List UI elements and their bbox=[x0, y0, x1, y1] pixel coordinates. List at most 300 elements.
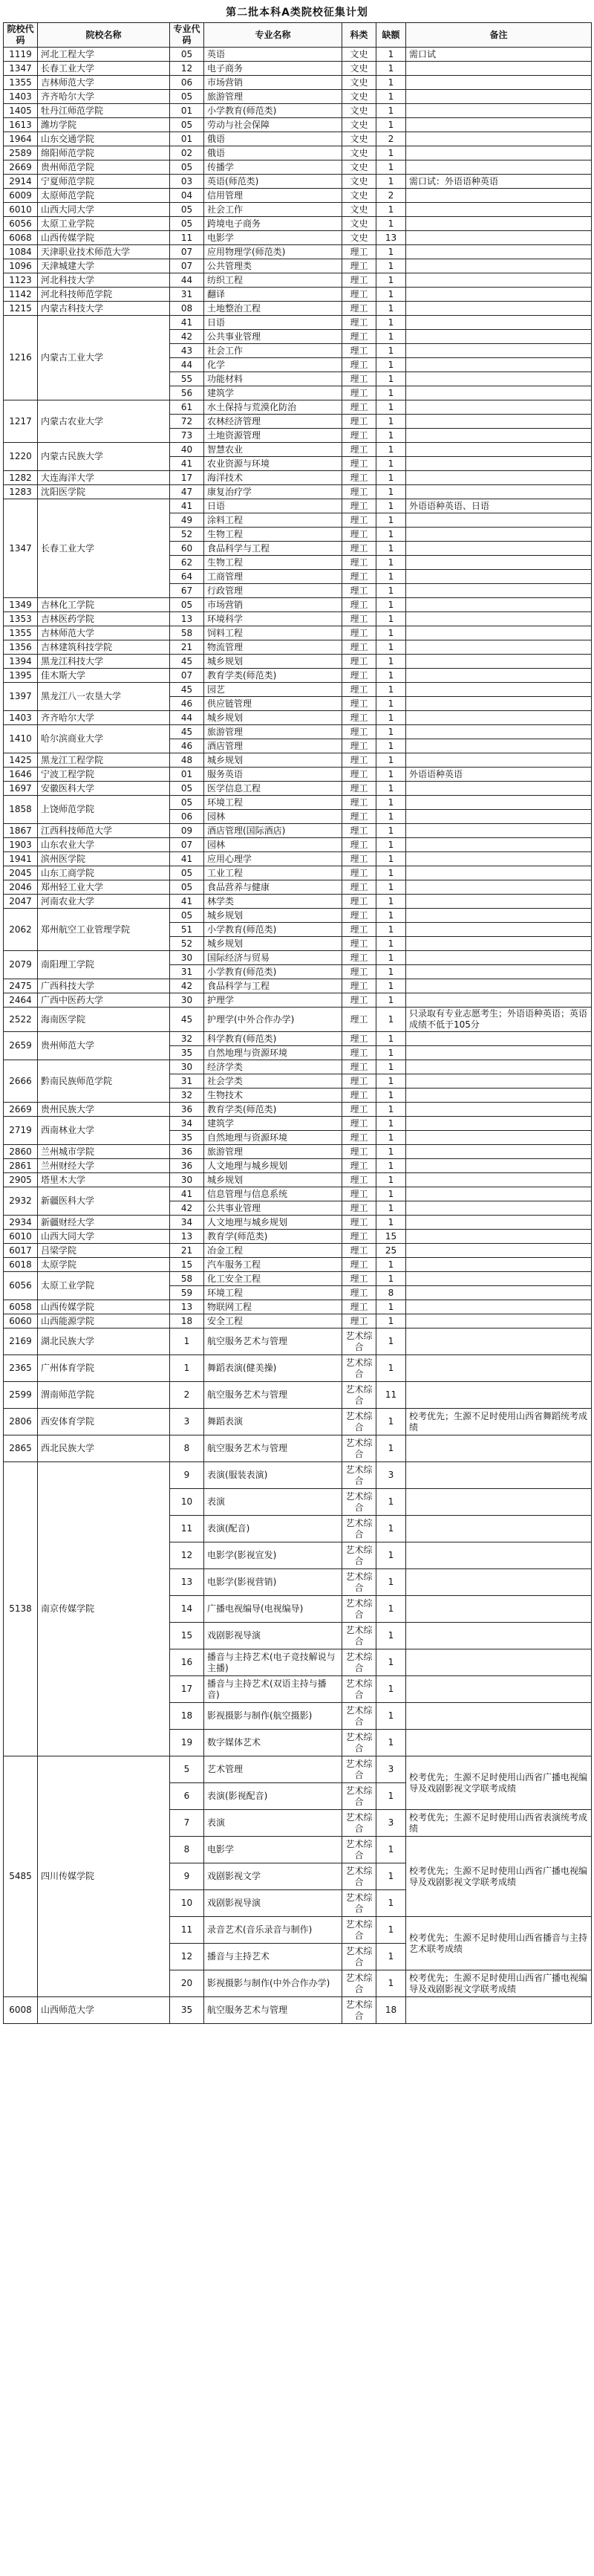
cell-vacancy: 1 bbox=[376, 852, 406, 866]
cell-school-code: 1867 bbox=[4, 824, 38, 838]
cell-major-name: 公共事业管理 bbox=[204, 330, 342, 344]
cell-school-code: 1217 bbox=[4, 400, 38, 443]
cell-remarks bbox=[406, 1173, 592, 1187]
cell-major-name: 物流管理 bbox=[204, 640, 342, 655]
table-row bbox=[4, 443, 592, 457]
col-header-vacancy: 缺额 bbox=[376, 23, 406, 48]
cell-major-name: 戏剧影视文学 bbox=[204, 1863, 342, 1890]
cell-major-name: 日语 bbox=[204, 499, 342, 513]
cell-major-code: 9 bbox=[170, 1863, 204, 1890]
cell-school-code: 2589 bbox=[4, 146, 38, 160]
cell-remarks bbox=[406, 683, 592, 697]
cell-vacancy: 1 bbox=[376, 358, 406, 372]
cell-school-code: 2464 bbox=[4, 993, 38, 1008]
table-row bbox=[4, 90, 592, 104]
col-header-school-code: 院校代码 bbox=[4, 23, 38, 48]
table-row bbox=[4, 824, 592, 838]
cell-category: 理工 bbox=[342, 796, 376, 810]
cell-category: 理工 bbox=[342, 923, 376, 937]
cell-category: 理工 bbox=[342, 1145, 376, 1159]
cell-school-code: 2365 bbox=[4, 1355, 38, 1382]
cell-vacancy: 13 bbox=[376, 231, 406, 245]
cell-school-name: 吕梁学院 bbox=[38, 1244, 170, 1258]
cell-school-code: 1394 bbox=[4, 655, 38, 669]
cell-school-code: 2669 bbox=[4, 160, 38, 175]
cell-category: 理工 bbox=[342, 471, 376, 485]
cell-major-code: 44 bbox=[170, 273, 204, 288]
cell-school-code: 1123 bbox=[4, 273, 38, 288]
cell-major-code: 46 bbox=[170, 739, 204, 753]
cell-major-code: 11 bbox=[170, 231, 204, 245]
cell-vacancy: 1 bbox=[376, 1596, 406, 1623]
cell-major-code: 21 bbox=[170, 1244, 204, 1258]
cell-category: 文史 bbox=[342, 48, 376, 62]
cell-school-code: 6060 bbox=[4, 1314, 38, 1328]
cell-major-code: 16 bbox=[170, 1649, 204, 1676]
cell-major-code: 10 bbox=[170, 1890, 204, 1917]
cell-remarks bbox=[406, 570, 592, 584]
cell-school-name: 西北民族大学 bbox=[38, 1435, 170, 1462]
cell-category: 理工 bbox=[342, 979, 376, 993]
cell-major-name: 生物工程 bbox=[204, 528, 342, 542]
cell-school-code: 1142 bbox=[4, 288, 38, 302]
cell-remarks bbox=[406, 1355, 592, 1382]
cell-category: 理工 bbox=[342, 711, 376, 725]
cell-category: 理工 bbox=[342, 259, 376, 273]
cell-major-name: 城乡规划 bbox=[204, 1173, 342, 1187]
cell-major-name: 旅游管理 bbox=[204, 725, 342, 739]
cell-major-name: 建筑学 bbox=[204, 386, 342, 400]
cell-major-code: 30 bbox=[170, 951, 204, 965]
cell-category: 理工 bbox=[342, 937, 376, 951]
cell-category: 艺术综合 bbox=[342, 1623, 376, 1649]
cell-remarks bbox=[406, 951, 592, 965]
cell-major-code: 46 bbox=[170, 697, 204, 711]
cell-major-name: 英语 bbox=[204, 48, 342, 62]
cell-category: 艺术综合 bbox=[342, 1837, 376, 1863]
cell-major-code: 15 bbox=[170, 1623, 204, 1649]
cell-remarks bbox=[406, 542, 592, 556]
cell-remarks bbox=[406, 866, 592, 880]
cell-major-code: 44 bbox=[170, 711, 204, 725]
cell-vacancy: 1 bbox=[376, 655, 406, 669]
cell-vacancy: 1 bbox=[376, 344, 406, 358]
cell-school-name: 大连海洋大学 bbox=[38, 471, 170, 485]
cell-major-name: 生物技术 bbox=[204, 1089, 342, 1103]
cell-school-name: 宁波工程学院 bbox=[38, 768, 170, 782]
cell-vacancy: 1 bbox=[376, 372, 406, 386]
cell-major-code: 73 bbox=[170, 429, 204, 443]
cell-remarks bbox=[406, 1314, 592, 1328]
cell-remarks bbox=[406, 1258, 592, 1272]
cell-major-name: 表演(服装表演) bbox=[204, 1462, 342, 1489]
cell-category: 理工 bbox=[342, 1159, 376, 1173]
cell-major-code: 12 bbox=[170, 62, 204, 76]
cell-school-code: 5138 bbox=[4, 1462, 38, 1756]
cell-remarks bbox=[406, 372, 592, 386]
table-row bbox=[4, 711, 592, 725]
cell-school-name: 佳木斯大学 bbox=[38, 669, 170, 683]
cell-remarks bbox=[406, 626, 592, 640]
cell-category: 理工 bbox=[342, 725, 376, 739]
cell-major-name: 护理学 bbox=[204, 993, 342, 1008]
cell-vacancy: 1 bbox=[376, 513, 406, 528]
cell-school-name: 太原师范学院 bbox=[38, 189, 170, 203]
cell-remarks bbox=[406, 1730, 592, 1756]
cell-major-code: 09 bbox=[170, 824, 204, 838]
cell-category: 理工 bbox=[342, 951, 376, 965]
cell-vacancy: 1 bbox=[376, 330, 406, 344]
cell-school-name: 南阳理工学院 bbox=[38, 951, 170, 979]
cell-remarks bbox=[406, 273, 592, 288]
table-row bbox=[4, 598, 592, 612]
document-title: 第二批本科A类院校征集计划 bbox=[226, 7, 368, 19]
cell-category: 理工 bbox=[342, 640, 376, 655]
cell-vacancy: 1 bbox=[376, 1328, 406, 1355]
cell-major-name: 土地资源管理 bbox=[204, 429, 342, 443]
table-row bbox=[4, 895, 592, 909]
cell-school-code: 2719 bbox=[4, 1117, 38, 1145]
cell-vacancy: 1 bbox=[376, 556, 406, 570]
table-row bbox=[4, 951, 592, 965]
cell-school-code: 2914 bbox=[4, 175, 38, 189]
cell-vacancy: 1 bbox=[376, 683, 406, 697]
cell-remarks bbox=[406, 76, 592, 90]
cell-major-name: 公共事业管理 bbox=[204, 1201, 342, 1216]
table-row bbox=[4, 1355, 592, 1382]
cell-vacancy: 3 bbox=[376, 1756, 406, 1783]
cell-major-name: 人文地理与城乡规划 bbox=[204, 1159, 342, 1173]
table-row bbox=[4, 48, 592, 62]
cell-major-name: 医学信息工程 bbox=[204, 782, 342, 796]
cell-remarks bbox=[406, 513, 592, 528]
cell-category: 理工 bbox=[342, 386, 376, 400]
cell-school-code: 1356 bbox=[4, 640, 38, 655]
cell-major-name: 影视摄影与制作(中外合作办学) bbox=[204, 1970, 342, 1997]
cell-vacancy: 1 bbox=[376, 1032, 406, 1046]
table-row bbox=[4, 1300, 592, 1314]
cell-school-name: 吉林化工学院 bbox=[38, 598, 170, 612]
cell-major-name: 纺织工程 bbox=[204, 273, 342, 288]
cell-category: 理工 bbox=[342, 1060, 376, 1074]
cell-category: 理工 bbox=[342, 768, 376, 782]
cell-school-code: 1215 bbox=[4, 302, 38, 316]
cell-remarks bbox=[406, 1489, 592, 1516]
cell-major-code: 13 bbox=[170, 1300, 204, 1314]
cell-vacancy: 2 bbox=[376, 189, 406, 203]
cell-school-name: 潍坊学院 bbox=[38, 118, 170, 132]
cell-vacancy: 8 bbox=[376, 1286, 406, 1300]
cell-major-code: 40 bbox=[170, 443, 204, 457]
table-row bbox=[4, 1328, 592, 1355]
cell-major-name: 工商管理 bbox=[204, 570, 342, 584]
cell-remarks bbox=[406, 457, 592, 471]
cell-school-code: 2522 bbox=[4, 1008, 38, 1032]
cell-vacancy: 1 bbox=[376, 923, 406, 937]
table-row bbox=[4, 655, 592, 669]
cell-vacancy: 1 bbox=[376, 457, 406, 471]
cell-major-name: 航空服务艺术与管理 bbox=[204, 1435, 342, 1462]
cell-remarks bbox=[406, 1542, 592, 1569]
cell-major-code: 01 bbox=[170, 768, 204, 782]
cell-major-name: 信息管理与信息系统 bbox=[204, 1187, 342, 1201]
cell-remarks bbox=[406, 1032, 592, 1046]
cell-vacancy: 1 bbox=[376, 1890, 406, 1917]
cell-remarks bbox=[406, 1516, 592, 1542]
cell-major-name: 科学教育(师范类) bbox=[204, 1032, 342, 1046]
cell-school-name: 山西大同大学 bbox=[38, 203, 170, 217]
cell-vacancy: 15 bbox=[376, 1230, 406, 1244]
cell-major-name: 公共管理类 bbox=[204, 259, 342, 273]
cell-category: 文史 bbox=[342, 132, 376, 146]
cell-major-code: 45 bbox=[170, 683, 204, 697]
cell-remarks: 外语语种英语、日语 bbox=[406, 499, 592, 513]
cell-school-name: 山西传媒学院 bbox=[38, 1300, 170, 1314]
cell-school-name: 天津职业技术师范大学 bbox=[38, 245, 170, 259]
cell-remarks bbox=[406, 782, 592, 796]
cell-category: 理工 bbox=[342, 330, 376, 344]
cell-category: 理工 bbox=[342, 288, 376, 302]
table-row bbox=[4, 302, 592, 316]
cell-category: 艺术综合 bbox=[342, 1516, 376, 1542]
table-row bbox=[4, 62, 592, 76]
cell-major-name: 播音与主持艺术 bbox=[204, 1944, 342, 1970]
cell-school-name: 太原工业学院 bbox=[38, 217, 170, 231]
cell-school-code: 1347 bbox=[4, 62, 38, 76]
cell-remarks bbox=[406, 711, 592, 725]
cell-major-name: 跨境电子商务 bbox=[204, 217, 342, 231]
cell-category: 艺术综合 bbox=[342, 1462, 376, 1489]
col-header-remarks: 备注 bbox=[406, 23, 592, 48]
cell-major-name: 物联网工程 bbox=[204, 1300, 342, 1314]
cell-category: 文史 bbox=[342, 118, 376, 132]
cell-school-name: 贵州师范学院 bbox=[38, 160, 170, 175]
cell-remarks bbox=[406, 1117, 592, 1131]
cell-remarks bbox=[406, 640, 592, 655]
cell-major-name: 社会工作 bbox=[204, 344, 342, 358]
cell-category: 理工 bbox=[342, 909, 376, 923]
cell-category: 理工 bbox=[342, 1314, 376, 1328]
cell-major-name: 舞蹈表演 bbox=[204, 1409, 342, 1435]
cell-major-code: 31 bbox=[170, 1074, 204, 1089]
cell-major-name: 表演(影视配音) bbox=[204, 1783, 342, 1810]
cell-remarks bbox=[406, 1103, 592, 1117]
table-row bbox=[4, 1145, 592, 1159]
cell-category: 理工 bbox=[342, 753, 376, 768]
cell-major-code: 05 bbox=[170, 909, 204, 923]
cell-school-name: 太原工业学院 bbox=[38, 1272, 170, 1300]
cell-category: 艺术综合 bbox=[342, 1328, 376, 1355]
cell-vacancy: 1 bbox=[376, 1730, 406, 1756]
table-row bbox=[4, 1117, 592, 1131]
cell-school-name: 内蒙古农业大学 bbox=[38, 400, 170, 443]
cell-remarks bbox=[406, 965, 592, 979]
table-row bbox=[4, 838, 592, 852]
cell-school-code: 1405 bbox=[4, 104, 38, 118]
cell-major-code: 3 bbox=[170, 1409, 204, 1435]
cell-vacancy: 1 bbox=[376, 386, 406, 400]
cell-remarks: 校考优先；生源不足时使用山西省表演统考成绩 bbox=[406, 1810, 592, 1837]
cell-vacancy: 1 bbox=[376, 1145, 406, 1159]
cell-major-code: 45 bbox=[170, 655, 204, 669]
table-row bbox=[4, 231, 592, 245]
cell-vacancy: 1 bbox=[376, 1300, 406, 1314]
cell-major-code: 41 bbox=[170, 499, 204, 513]
cell-major-name: 涂料工程 bbox=[204, 513, 342, 528]
cell-vacancy: 1 bbox=[376, 1117, 406, 1131]
cell-school-code: 1347 bbox=[4, 499, 38, 598]
cell-major-name: 海洋技术 bbox=[204, 471, 342, 485]
cell-major-code: 44 bbox=[170, 358, 204, 372]
cell-category: 艺术综合 bbox=[342, 1596, 376, 1623]
cell-major-code: 41 bbox=[170, 1187, 204, 1201]
cell-major-name: 表演 bbox=[204, 1810, 342, 1837]
cell-major-name: 康复治疗学 bbox=[204, 485, 342, 499]
cell-major-code: 58 bbox=[170, 626, 204, 640]
cell-category: 艺术综合 bbox=[342, 1970, 376, 1997]
cell-category: 艺术综合 bbox=[342, 1542, 376, 1569]
cell-school-name: 内蒙古工业大学 bbox=[38, 316, 170, 400]
cell-school-name: 上饶师范学院 bbox=[38, 796, 170, 824]
cell-category: 理工 bbox=[342, 1173, 376, 1187]
cell-major-name: 广播电视编导(电视编导) bbox=[204, 1596, 342, 1623]
cell-category: 理工 bbox=[342, 1117, 376, 1131]
cell-major-name: 城乡规划 bbox=[204, 909, 342, 923]
cell-remarks bbox=[406, 316, 592, 330]
cell-major-name: 播音与主持艺术(电子竞技解说与主播) bbox=[204, 1649, 342, 1676]
cell-major-name: 食品科学与工程 bbox=[204, 979, 342, 993]
cell-major-code: 61 bbox=[170, 400, 204, 415]
cell-major-name: 电子商务 bbox=[204, 62, 342, 76]
cell-school-code: 2669 bbox=[4, 1103, 38, 1117]
cell-major-code: 08 bbox=[170, 302, 204, 316]
cell-major-name: 小学教育(师范类) bbox=[204, 923, 342, 937]
cell-vacancy: 1 bbox=[376, 993, 406, 1008]
table-row bbox=[4, 1173, 592, 1187]
cell-remarks bbox=[406, 1676, 592, 1703]
cell-category: 艺术综合 bbox=[342, 1703, 376, 1730]
cell-school-name: 牡丹江师范学院 bbox=[38, 104, 170, 118]
cell-remarks bbox=[406, 1074, 592, 1089]
cell-vacancy: 1 bbox=[376, 1435, 406, 1462]
cell-major-code: 60 bbox=[170, 542, 204, 556]
cell-major-code: 41 bbox=[170, 316, 204, 330]
table-row bbox=[4, 316, 592, 330]
cell-category: 理工 bbox=[342, 669, 376, 683]
cell-vacancy: 1 bbox=[376, 1837, 406, 1863]
cell-school-name: 长春工业大学 bbox=[38, 62, 170, 76]
cell-school-code: 1395 bbox=[4, 669, 38, 683]
cell-major-code: 36 bbox=[170, 1103, 204, 1117]
cell-major-code: 17 bbox=[170, 471, 204, 485]
cell-major-code: 1 bbox=[170, 1355, 204, 1382]
cell-school-code: 2659 bbox=[4, 1032, 38, 1060]
cell-category: 理工 bbox=[342, 626, 376, 640]
cell-major-name: 俄语 bbox=[204, 146, 342, 160]
cell-major-code: 06 bbox=[170, 810, 204, 824]
table-row bbox=[4, 499, 592, 513]
cell-school-name: 河南农业大学 bbox=[38, 895, 170, 909]
table-row bbox=[4, 1462, 592, 1489]
cell-category: 理工 bbox=[342, 810, 376, 824]
cell-school-code: 1355 bbox=[4, 626, 38, 640]
cell-category: 理工 bbox=[342, 245, 376, 259]
cell-school-name: 长春工业大学 bbox=[38, 499, 170, 598]
cell-school-name: 山东工商学院 bbox=[38, 866, 170, 880]
cell-major-name: 农业资源与环境 bbox=[204, 457, 342, 471]
cell-vacancy: 1 bbox=[376, 697, 406, 711]
cell-major-code: 36 bbox=[170, 1145, 204, 1159]
cell-major-code: 03 bbox=[170, 175, 204, 189]
cell-major-code: 11 bbox=[170, 1917, 204, 1944]
cell-category: 理工 bbox=[342, 499, 376, 513]
cell-remarks bbox=[406, 838, 592, 852]
cell-remarks bbox=[406, 1244, 592, 1258]
cell-category: 艺术综合 bbox=[342, 1997, 376, 2024]
cell-major-code: 42 bbox=[170, 330, 204, 344]
cell-category: 理工 bbox=[342, 683, 376, 697]
cell-major-name: 教育学类(师范类) bbox=[204, 669, 342, 683]
cell-school-code: 2046 bbox=[4, 880, 38, 895]
cell-remarks bbox=[406, 655, 592, 669]
cell-school-code: 1283 bbox=[4, 485, 38, 499]
cell-school-name: 南京传媒学院 bbox=[38, 1462, 170, 1756]
cell-vacancy: 1 bbox=[376, 1103, 406, 1117]
cell-school-code: 1964 bbox=[4, 132, 38, 146]
table-row bbox=[4, 1382, 592, 1409]
cell-category: 理工 bbox=[342, 316, 376, 330]
cell-vacancy: 1 bbox=[376, 880, 406, 895]
cell-category: 艺术综合 bbox=[342, 1890, 376, 1917]
table-row bbox=[4, 866, 592, 880]
cell-major-name: 市场营销 bbox=[204, 76, 342, 90]
cell-major-name: 航空服务艺术与管理 bbox=[204, 1997, 342, 2024]
cell-school-name: 天津城建大学 bbox=[38, 259, 170, 273]
cell-remarks bbox=[406, 669, 592, 683]
cell-school-name: 兰州财经大学 bbox=[38, 1159, 170, 1173]
cell-major-code: 30 bbox=[170, 993, 204, 1008]
cell-category: 理工 bbox=[342, 1300, 376, 1314]
cell-vacancy: 1 bbox=[376, 443, 406, 457]
cell-vacancy: 1 bbox=[376, 570, 406, 584]
cell-remarks bbox=[406, 1216, 592, 1230]
table-row bbox=[4, 725, 592, 739]
table-row bbox=[4, 753, 592, 768]
cell-category: 理工 bbox=[342, 457, 376, 471]
cell-vacancy: 1 bbox=[376, 302, 406, 316]
table-row bbox=[4, 909, 592, 923]
cell-major-name: 电影学 bbox=[204, 231, 342, 245]
table-row bbox=[4, 104, 592, 118]
cell-major-code: 10 bbox=[170, 1489, 204, 1516]
table-row bbox=[4, 1244, 592, 1258]
table-row bbox=[4, 683, 592, 697]
cell-category: 理工 bbox=[342, 556, 376, 570]
cell-vacancy: 1 bbox=[376, 1569, 406, 1596]
cell-remarks bbox=[406, 90, 592, 104]
cell-vacancy: 1 bbox=[376, 1060, 406, 1074]
cell-remarks bbox=[406, 231, 592, 245]
cell-school-code: 6056 bbox=[4, 1272, 38, 1300]
cell-remarks bbox=[406, 1997, 592, 2024]
table-row bbox=[4, 1008, 592, 1032]
cell-category: 理工 bbox=[342, 1258, 376, 1272]
cell-major-name: 环境科学 bbox=[204, 612, 342, 626]
cell-major-name: 服务英语 bbox=[204, 768, 342, 782]
cell-major-name: 社会工作 bbox=[204, 203, 342, 217]
cell-vacancy: 1 bbox=[376, 175, 406, 189]
cell-vacancy: 1 bbox=[376, 316, 406, 330]
